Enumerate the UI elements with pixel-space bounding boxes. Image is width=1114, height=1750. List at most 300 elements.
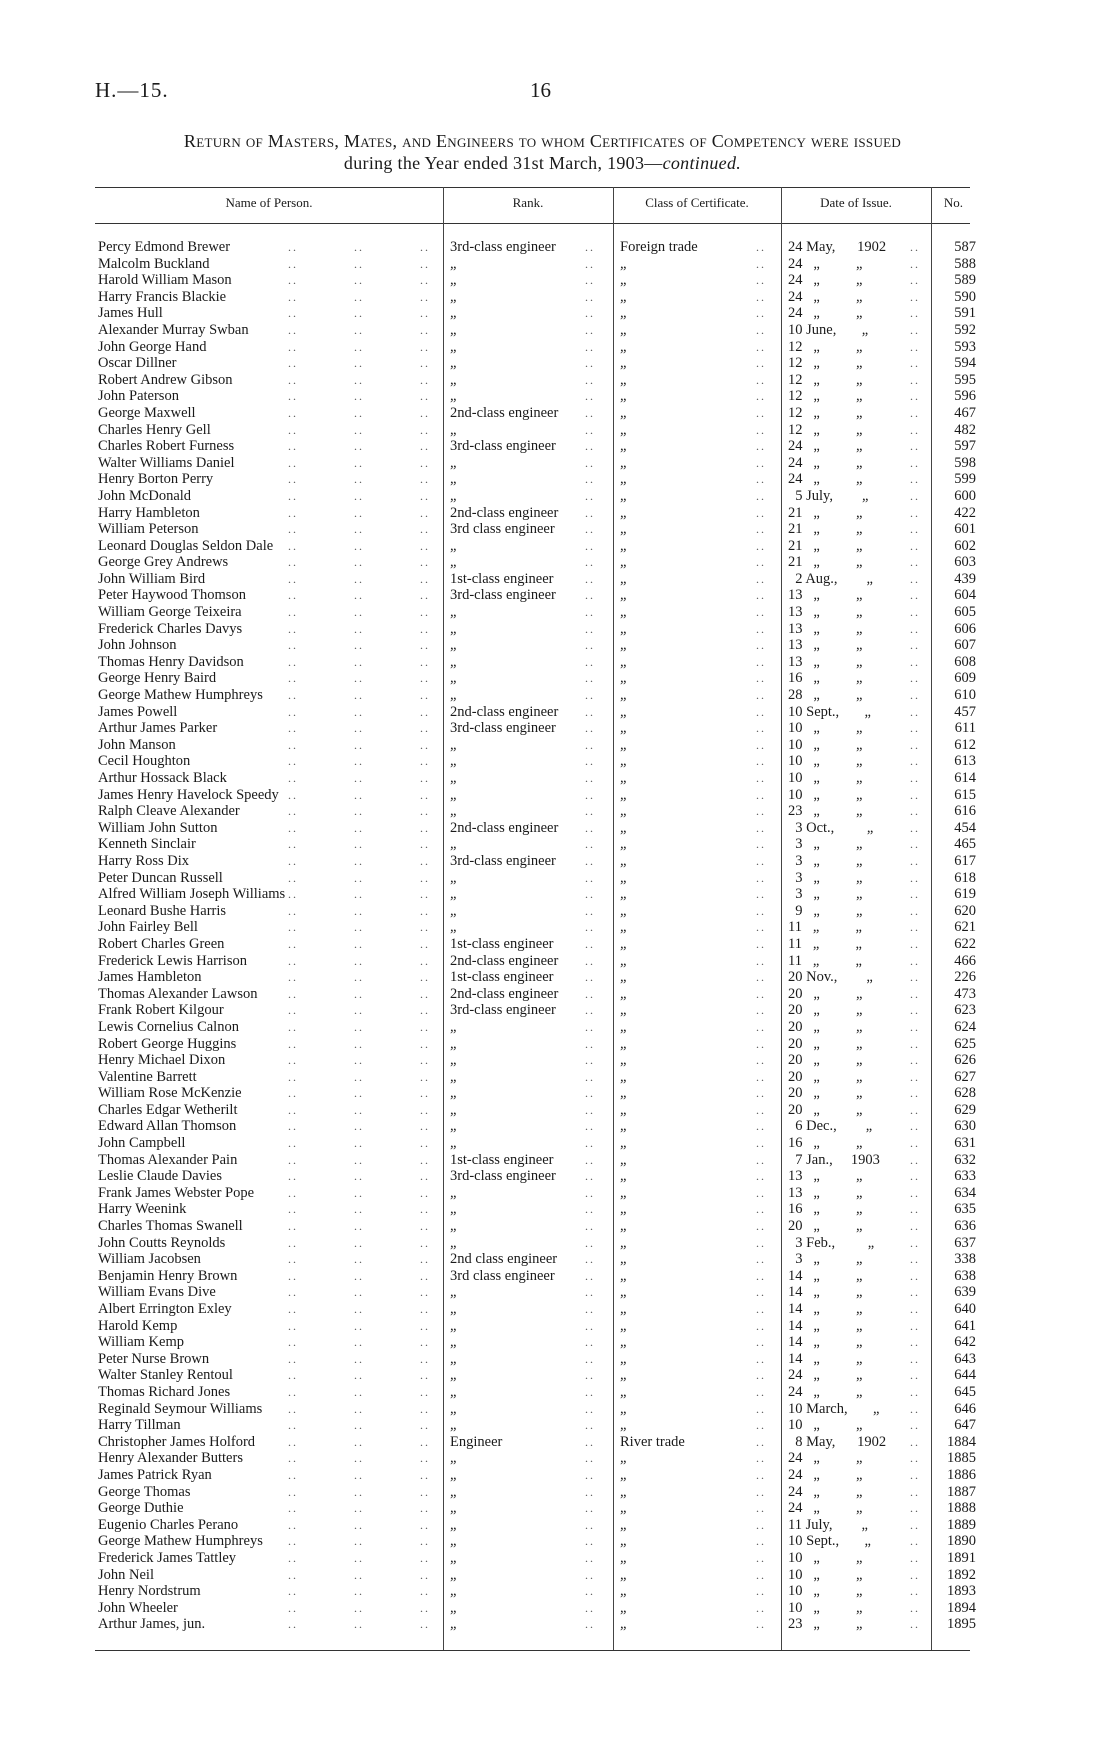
leader-dots: .. xyxy=(354,1252,364,1267)
cell-rank: „ xyxy=(450,454,457,471)
leader-dots: .. xyxy=(288,920,298,935)
cell-date: 21 „ „ xyxy=(788,554,863,571)
leader-dots: .. xyxy=(910,1219,920,1234)
leader-dots: .. xyxy=(288,1501,298,1516)
leader-dots: .. xyxy=(354,1235,364,1250)
leader-dots: .. xyxy=(420,571,430,586)
cell-date: 3 Oct., „ xyxy=(788,819,874,836)
cell-class: „ xyxy=(620,919,627,936)
leader-dots: .. xyxy=(756,1102,766,1117)
cell-class: „ xyxy=(620,1516,627,1533)
leader-dots: .. xyxy=(354,256,364,271)
leader-dots: .. xyxy=(288,372,298,387)
cell-rank: „ xyxy=(450,1367,457,1384)
leader-dots: .. xyxy=(288,1451,298,1466)
cell-name: Robert Charles Green xyxy=(98,935,225,952)
cell-name: Harry Hambleton xyxy=(98,504,200,521)
leader-dots: .. xyxy=(420,1401,430,1416)
leader-dots: .. xyxy=(585,1086,595,1101)
table-row xyxy=(0,256,1114,273)
cell-date: 24 „ „ xyxy=(788,454,863,471)
leader-dots: .. xyxy=(288,455,298,470)
cell-no: 1884 xyxy=(947,1433,976,1450)
table-row xyxy=(0,737,1114,754)
leader-dots: .. xyxy=(910,1467,920,1482)
cell-no: 587 xyxy=(954,239,976,255)
leader-dots: .. xyxy=(585,1152,595,1167)
cell-rank: „ xyxy=(450,687,457,704)
leader-dots: .. xyxy=(910,488,920,503)
cell-rank: „ xyxy=(450,1201,457,1218)
cell-name: William Peterson xyxy=(98,521,199,538)
cell-rank: „ xyxy=(450,421,457,438)
cell-date: 24 May, 1902 xyxy=(788,239,887,255)
cell-date: 24 „ „ xyxy=(788,1383,863,1400)
leader-dots: .. xyxy=(288,240,298,254)
leader-dots: .. xyxy=(420,1169,430,1184)
leader-dots: .. xyxy=(910,1434,920,1449)
leader-dots: .. xyxy=(756,1617,766,1632)
leader-dots: .. xyxy=(288,688,298,703)
leader-dots: .. xyxy=(288,820,298,835)
cell-name: Oscar Dillner xyxy=(98,355,177,372)
cell-name: Benjamin Henry Brown xyxy=(98,1267,238,1284)
cell-no: 640 xyxy=(954,1301,976,1317)
cell-rank: „ xyxy=(450,670,457,687)
leader-dots: .. xyxy=(420,1484,430,1499)
leader-dots: .. xyxy=(420,1019,430,1034)
cell-class: „ xyxy=(620,703,627,720)
leader-dots: .. xyxy=(288,986,298,1001)
leader-dots: .. xyxy=(288,1517,298,1532)
leader-dots: .. xyxy=(910,1036,920,1051)
table-row xyxy=(0,787,1114,804)
table-row xyxy=(0,820,1114,837)
cell-name: Leslie Claude Davies xyxy=(98,1168,223,1185)
cell-rank: „ xyxy=(450,1218,457,1235)
table-row xyxy=(0,604,1114,621)
leader-dots: .. xyxy=(288,1069,298,1084)
cell-date: 10 Sept., „ xyxy=(788,703,871,720)
leader-dots: .. xyxy=(585,837,595,852)
cell-rank: „ xyxy=(450,753,457,770)
leader-dots: .. xyxy=(354,1136,364,1151)
leader-dots: .. xyxy=(420,671,430,686)
leader-dots: .. xyxy=(288,903,298,918)
leader-dots: .. xyxy=(585,1202,595,1217)
leader-dots: .. xyxy=(354,1484,364,1499)
leader-dots: .. xyxy=(420,555,430,570)
cell-date: 24 „ „ xyxy=(788,438,863,455)
table-row xyxy=(0,471,1114,488)
leader-dots: .. xyxy=(420,1600,430,1615)
cell-name: Lewis Cornelius Calnon xyxy=(98,1018,239,1035)
leader-dots: .. xyxy=(585,1318,595,1333)
cell-class: „ xyxy=(620,1101,627,1118)
table-row xyxy=(0,1284,1114,1301)
cell-no: 603 xyxy=(954,554,976,571)
table-row xyxy=(0,1550,1114,1567)
leader-dots: .. xyxy=(585,1600,595,1615)
cell-class: „ xyxy=(620,1483,627,1500)
cell-name: Christopher James Holford xyxy=(98,1433,256,1450)
cell-no: 600 xyxy=(954,487,976,504)
cell-date: 2 Aug., „ xyxy=(788,570,873,587)
cell-date: 16 „ „ xyxy=(788,1135,863,1152)
table-row xyxy=(0,1417,1114,1434)
leader-dots: .. xyxy=(354,488,364,503)
cell-date: 14 „ „ xyxy=(788,1350,863,1367)
cell-date: 5 July, „ xyxy=(788,487,869,504)
leader-dots: .. xyxy=(288,1185,298,1200)
leader-dots: .. xyxy=(756,1036,766,1051)
leader-dots: .. xyxy=(910,970,920,985)
document-title xyxy=(95,130,990,174)
cell-class: „ xyxy=(620,404,627,421)
cell-class: „ xyxy=(620,305,627,322)
leader-dots: .. xyxy=(585,322,595,337)
cell-no: 226 xyxy=(954,969,976,986)
leader-dots: .. xyxy=(756,837,766,852)
leader-dots: .. xyxy=(354,1302,364,1316)
leader-dots: .. xyxy=(354,1534,364,1549)
leader-dots: .. xyxy=(756,339,766,354)
cell-date: 24 „ „ xyxy=(788,255,863,272)
leader-dots: .. xyxy=(585,1169,595,1184)
leader-dots: .. xyxy=(910,522,920,537)
cell-class: „ xyxy=(620,1151,627,1168)
cell-no: 439 xyxy=(954,570,976,587)
table-row xyxy=(0,704,1114,721)
leader-dots: .. xyxy=(354,1335,364,1350)
leader-dots: .. xyxy=(910,737,920,752)
cell-no: 1892 xyxy=(947,1566,976,1583)
leader-dots: .. xyxy=(420,1219,430,1234)
cell-name: George Mathew Humphreys xyxy=(98,1533,263,1550)
leader-dots: .. xyxy=(288,1268,298,1283)
cell-class: „ xyxy=(620,604,627,621)
leader-dots: .. xyxy=(288,804,298,819)
leader-dots: .. xyxy=(585,472,595,487)
leader-dots: .. xyxy=(288,1584,298,1599)
leader-dots: .. xyxy=(288,1617,298,1632)
cell-rank: „ xyxy=(450,321,457,338)
cell-class: Foreign trade xyxy=(620,239,698,255)
leader-dots: .. xyxy=(756,1268,766,1283)
leader-dots: .. xyxy=(585,1484,595,1499)
leader-dots: .. xyxy=(585,737,595,752)
cell-name: George Grey Andrews xyxy=(98,554,229,571)
cell-date: 12 „ „ xyxy=(788,388,863,405)
leader-dots: .. xyxy=(910,1069,920,1084)
leader-dots: .. xyxy=(420,1235,430,1250)
leader-dots: .. xyxy=(910,688,920,703)
leader-dots: .. xyxy=(420,920,430,935)
cell-class: „ xyxy=(620,355,627,372)
leader-dots: .. xyxy=(354,1169,364,1184)
leader-dots: .. xyxy=(354,588,364,603)
leader-dots: .. xyxy=(910,1484,920,1499)
leader-dots: .. xyxy=(354,1086,364,1101)
leader-dots: .. xyxy=(910,306,920,321)
cell-rank: „ xyxy=(450,1383,457,1400)
cell-date: 21 „ „ xyxy=(788,504,863,521)
title-continued: continued. xyxy=(662,153,742,173)
leader-dots: .. xyxy=(585,1302,595,1316)
cell-date: 21 „ „ xyxy=(788,521,863,538)
cell-no: 598 xyxy=(954,454,976,471)
cell-date: 24 „ „ xyxy=(788,1450,863,1467)
leader-dots: .. xyxy=(756,853,766,868)
cell-rank: 2nd-class engineer xyxy=(450,703,559,720)
cell-name: Harry Tillman xyxy=(98,1417,181,1434)
leader-dots: .. xyxy=(288,704,298,719)
leader-dots: .. xyxy=(420,903,430,918)
cell-no: 631 xyxy=(954,1135,976,1152)
leader-dots: .. xyxy=(585,488,595,503)
leader-dots: .. xyxy=(288,1318,298,1333)
leader-dots: .. xyxy=(585,870,595,885)
leader-dots: .. xyxy=(585,439,595,454)
leader-dots: .. xyxy=(910,1567,920,1582)
leader-dots: .. xyxy=(585,887,595,902)
table-row xyxy=(0,1351,1114,1368)
cell-name: Charles Edgar Wetherilt xyxy=(98,1101,238,1118)
leader-dots: .. xyxy=(910,1302,920,1316)
cell-no: 1887 xyxy=(947,1483,976,1500)
cell-name: Albert Errington Exley xyxy=(98,1301,232,1317)
leader-dots: .. xyxy=(288,1003,298,1018)
leader-dots: .. xyxy=(420,1335,430,1350)
cell-class: „ xyxy=(620,836,627,853)
cell-rank: „ xyxy=(450,1350,457,1367)
table-row xyxy=(0,405,1114,422)
cell-rank: „ xyxy=(450,1400,457,1417)
leader-dots: .. xyxy=(756,1351,766,1366)
leader-dots: .. xyxy=(756,654,766,669)
leader-dots: .. xyxy=(420,1567,430,1582)
leader-dots: .. xyxy=(354,1053,364,1068)
cell-class: „ xyxy=(620,454,627,471)
table-row xyxy=(0,554,1114,571)
leader-dots: .. xyxy=(756,953,766,968)
table-row xyxy=(0,903,1114,920)
cell-rank: „ xyxy=(450,770,457,786)
table-row xyxy=(0,355,1114,372)
leader-dots: .. xyxy=(354,887,364,902)
leader-dots: .. xyxy=(420,1185,430,1200)
leader-dots: .. xyxy=(910,671,920,686)
leader-dots: .. xyxy=(288,605,298,620)
leader-dots: .. xyxy=(756,787,766,802)
leader-dots: .. xyxy=(585,1036,595,1051)
cell-name: James Patrick Ryan xyxy=(98,1466,212,1483)
cell-class: „ xyxy=(620,1317,627,1334)
leader-dots: .. xyxy=(910,1351,920,1366)
cell-rank: „ xyxy=(450,471,457,488)
cell-name: George Maxwell xyxy=(98,404,196,421)
table-row xyxy=(0,836,1114,853)
leader-dots: .. xyxy=(756,555,766,570)
leader-dots: .. xyxy=(420,1003,430,1018)
leader-dots: .. xyxy=(354,1501,364,1516)
leader-dots: .. xyxy=(910,439,920,454)
leader-dots: .. xyxy=(756,389,766,404)
leader-dots: .. xyxy=(288,1351,298,1366)
cell-name: Charles Thomas Swanell xyxy=(98,1218,243,1235)
cell-no: 643 xyxy=(954,1350,976,1367)
cell-no: 606 xyxy=(954,620,976,637)
cell-class: „ xyxy=(620,388,627,405)
cell-no: 607 xyxy=(954,637,976,654)
leader-dots: .. xyxy=(420,787,430,802)
leader-dots: .. xyxy=(585,273,595,288)
cell-rank: „ xyxy=(450,1135,457,1152)
cell-no: 632 xyxy=(954,1151,976,1168)
leader-dots: .. xyxy=(910,920,920,935)
cell-rank: „ xyxy=(450,919,457,936)
cell-name: Frederick Lewis Harrison xyxy=(98,952,247,969)
leader-dots: .. xyxy=(910,953,920,968)
leader-dots: .. xyxy=(420,1501,430,1516)
leader-dots: .. xyxy=(288,1219,298,1234)
cell-date: 28 „ „ xyxy=(788,687,863,704)
cell-no: 592 xyxy=(954,321,976,338)
leader-dots: .. xyxy=(585,1235,595,1250)
leader-dots: .. xyxy=(420,422,430,437)
cell-class: „ xyxy=(620,537,627,554)
cell-date: 13 „ „ xyxy=(788,587,863,604)
cell-class: „ xyxy=(620,720,627,737)
cell-date: 3 „ „ xyxy=(788,852,863,869)
cell-class: „ xyxy=(620,1284,627,1301)
cell-no: 627 xyxy=(954,1068,976,1085)
cell-date: 24 „ „ xyxy=(788,305,863,322)
leader-dots: .. xyxy=(354,737,364,752)
leader-dots: .. xyxy=(585,1534,595,1549)
cell-no: 608 xyxy=(954,653,976,670)
table-row xyxy=(0,422,1114,439)
leader-dots: .. xyxy=(585,356,595,371)
cell-name: Arthur Hossack Black xyxy=(98,770,227,786)
cell-name: Frederick James Tattley xyxy=(98,1549,237,1566)
table-row xyxy=(0,687,1114,704)
cell-rank: „ xyxy=(450,1450,457,1467)
leader-dots: .. xyxy=(756,771,766,785)
leader-dots: .. xyxy=(585,1003,595,1018)
table-row xyxy=(0,272,1114,289)
cell-no: 1885 xyxy=(947,1450,976,1467)
cell-no: 641 xyxy=(954,1317,976,1334)
cell-class: „ xyxy=(620,321,627,338)
cell-no: 594 xyxy=(954,355,976,372)
leader-dots: .. xyxy=(910,1102,920,1117)
cell-no: 634 xyxy=(954,1184,976,1201)
cell-date: 12 „ „ xyxy=(788,355,863,372)
table-row xyxy=(0,953,1114,970)
cell-name: Harold Kemp xyxy=(98,1317,178,1334)
leader-dots: .. xyxy=(910,1053,920,1068)
table-row xyxy=(0,870,1114,887)
leader-dots: .. xyxy=(288,1567,298,1582)
leader-dots: .. xyxy=(585,853,595,868)
leader-dots: .. xyxy=(288,1169,298,1184)
leader-dots: .. xyxy=(585,654,595,669)
cell-rank: „ xyxy=(450,1052,457,1069)
cell-no: 635 xyxy=(954,1201,976,1218)
cell-rank: „ xyxy=(450,1101,457,1118)
cell-date: 10 „ „ xyxy=(788,1549,863,1566)
cell-class: „ xyxy=(620,620,627,637)
cell-rank: „ xyxy=(450,1068,457,1085)
leader-dots: .. xyxy=(585,721,595,736)
cell-date: 13 „ „ xyxy=(788,1168,863,1185)
leader-dots: .. xyxy=(910,273,920,288)
cell-rank: „ xyxy=(450,1334,457,1351)
cell-date: 24 „ „ xyxy=(788,1367,863,1384)
cell-class: „ xyxy=(620,969,627,986)
cell-date: 12 „ „ xyxy=(788,371,863,388)
cell-date: 12 „ „ xyxy=(788,338,863,355)
leader-dots: .. xyxy=(354,1069,364,1084)
cell-no: 618 xyxy=(954,869,976,886)
leader-dots: .. xyxy=(420,704,430,719)
leader-dots: .. xyxy=(910,1003,920,1018)
leader-dots: .. xyxy=(756,306,766,321)
leader-dots: .. xyxy=(585,804,595,819)
cell-date: 24 „ „ xyxy=(788,288,863,305)
cell-date: 20 „ „ xyxy=(788,985,863,1002)
leader-dots: .. xyxy=(910,837,920,852)
leader-dots: .. xyxy=(756,522,766,537)
cell-class: „ xyxy=(620,819,627,836)
leader-dots: .. xyxy=(354,1550,364,1565)
leader-dots: .. xyxy=(420,737,430,752)
cell-class: „ xyxy=(620,1383,627,1400)
cell-class: „ xyxy=(620,587,627,604)
leader-dots: .. xyxy=(910,771,920,785)
leader-dots: .. xyxy=(354,522,364,537)
table-row xyxy=(0,803,1114,820)
cell-name: John McDonald xyxy=(98,487,192,504)
leader-dots: .. xyxy=(910,1185,920,1200)
cell-rank: „ xyxy=(450,1516,457,1533)
leader-dots: .. xyxy=(420,1318,430,1333)
leader-dots: .. xyxy=(910,654,920,669)
cell-class: „ xyxy=(620,255,627,272)
leader-dots: .. xyxy=(288,1102,298,1117)
cell-rank: 3rd-class engineer xyxy=(450,1002,556,1019)
leader-dots: .. xyxy=(288,936,298,951)
cell-rank: „ xyxy=(450,1533,457,1550)
cell-rank: 2nd class engineer xyxy=(450,1251,558,1268)
cell-class: „ xyxy=(620,521,627,538)
cell-name: Henry Michael Dixon xyxy=(98,1052,226,1069)
cell-name: William Kemp xyxy=(98,1334,184,1351)
leader-dots: .. xyxy=(354,1368,364,1383)
cell-name: William John Sutton xyxy=(98,819,218,836)
leader-dots: .. xyxy=(288,970,298,985)
cell-rank: 1st-class engineer xyxy=(450,1151,554,1168)
cell-date: 12 „ „ xyxy=(788,404,863,421)
leader-dots: .. xyxy=(420,339,430,354)
cell-name: George Mathew Humphreys xyxy=(98,687,263,704)
cell-no: 597 xyxy=(954,438,976,455)
cell-no: 633 xyxy=(954,1168,976,1185)
cell-date: 13 „ „ xyxy=(788,620,863,637)
leader-dots: .. xyxy=(354,1617,364,1632)
leader-dots: .. xyxy=(910,903,920,918)
